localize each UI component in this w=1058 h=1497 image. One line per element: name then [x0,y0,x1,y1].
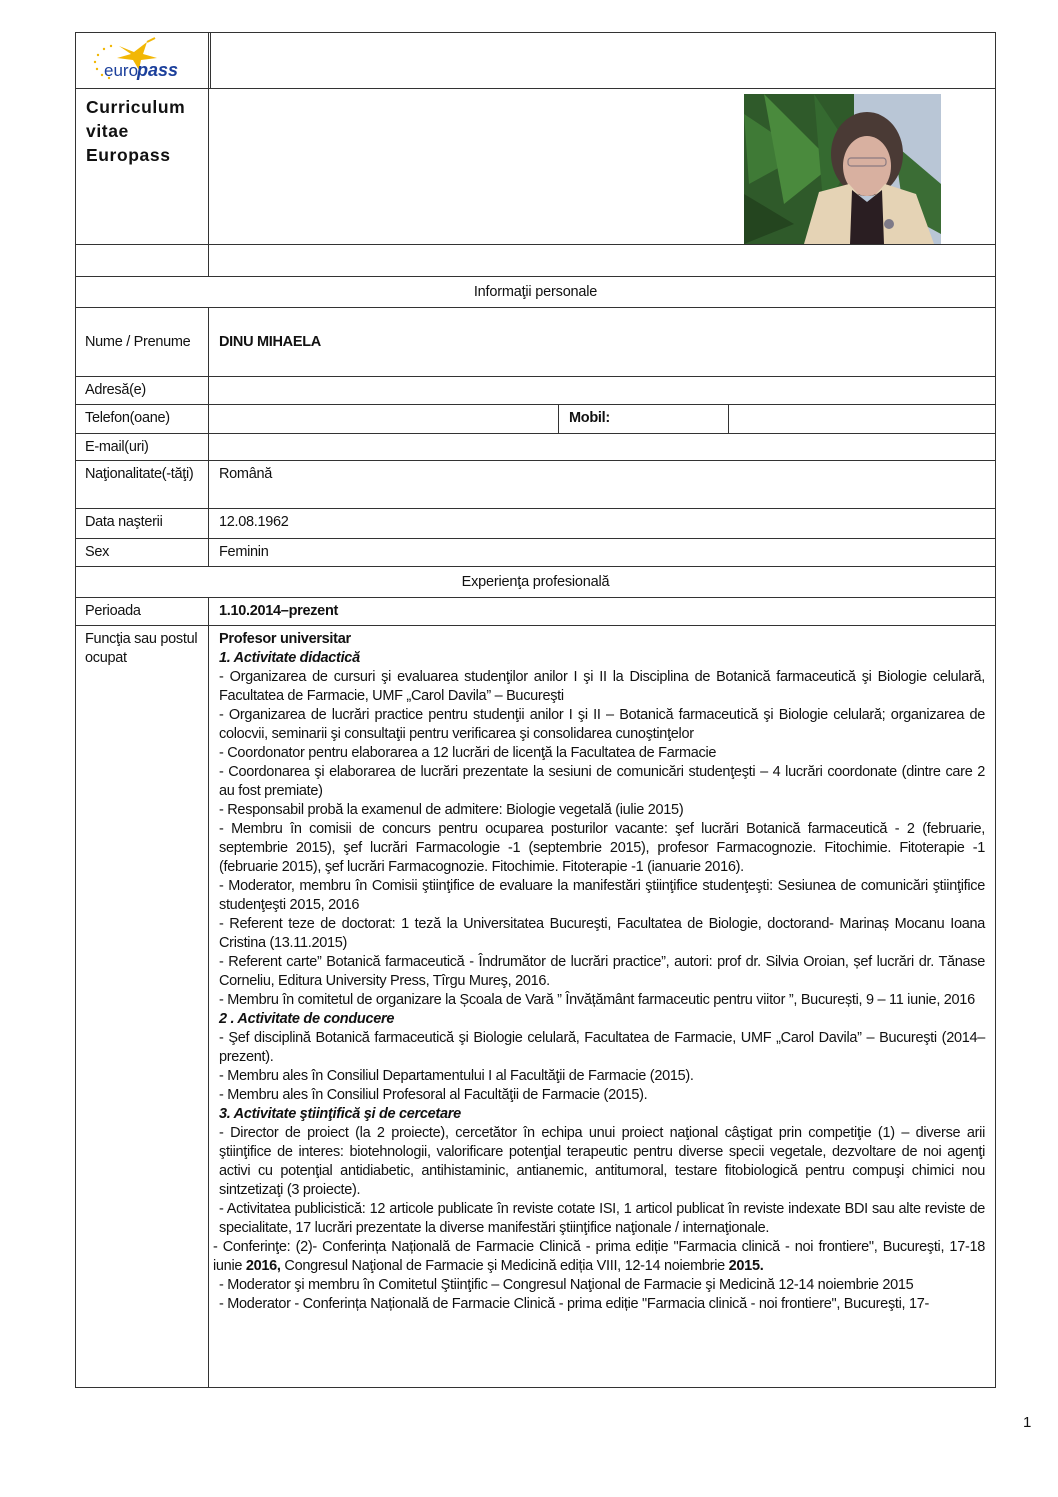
phone-value [209,405,559,434]
address-value [209,377,996,405]
birthdate-value: 12.08.1962 [209,509,996,539]
section-heading-text: Experienţa profesională [461,574,610,590]
activity-heading: 2 . Activitate de conducere [219,1011,395,1027]
activity-item: - Activitatea publicistică: 12 articole publicate în reviste cotate ISI, 1 articol publicat în reviste indexate BDI sau alte reviste de specialitate, 17 lucrări prezentate la diverse manifestări ştiinţifice naţionale / internaţionale. [219,1201,986,1236]
address-row [76,377,996,405]
personal-info-heading-row [76,277,996,308]
sex-row [76,539,996,567]
activity-item: - Responsabil probă la examenul de admitere: Biologie vegetală (iulie 2015) [219,802,684,818]
europass-logo [89,36,199,88]
sex-value: Feminin [209,539,996,567]
svg-text:pass: pass [137,60,179,80]
conferences-year: 2016, [245,1258,281,1274]
activity-item: - Membru ales în Consiliul Profesoral al Facultăţii de Farmacie (2015). [219,1087,648,1103]
title-row [76,89,996,245]
conferences-text: - Conferinţe: (2)- Conferința Națională de Farmacie Clinică - prima ediție "Farmacia clinică - noi frontiere", Bucureşti, 17-18 iunie [213,1239,986,1274]
position-row [76,626,996,1388]
page-number: 1 [1023,1414,1032,1431]
name-row [76,308,996,377]
spacer-row [76,245,996,277]
activity-item: - Organizarea de cursuri şi evaluarea studenţilor anilor I şi II la Disciplina de Botanică farmaceutică şi Biologie celulară, Facultatea de Farmacie, UMF „Carol Davila” – Bucureşti [219,669,986,704]
activity-item: - Referent carte” Botanică farmaceutică - Îndrumător de lucrări practice”, autori: prof dr. Silvia Oroian, șef lucrări dr. Tănase Corneliu, Editura University Press, Tîrgu Mureş, 2016. [219,954,986,989]
birthdate-row [76,509,996,539]
cv-table [75,32,996,1388]
position-details [209,626,996,1388]
activity-item: - Membru în comisii de concurs pentru ocuparea posturilor vacante: şef lucrări Botanică farmaceutică - 2 (februarie, septembrie 2015), şef lucrări Farmacologie -1 (septembrie 2015), profesor Farmacognozie. Fitochimie. Fitoterapie -1 (februarie 2015), şef lucrări Farmacognozie. Fitochimie. Fitoterapie -1 (ianuarie 2016). [219,821,986,875]
period-label: Perioada [76,598,209,626]
activity-item: - Coordonator pentru elaborarea a 12 lucrări de licenţă la Facultatea de Farmacie [219,745,717,761]
conferences-item [213,1238,985,1276]
activity-item: - Coordonarea şi elaborarea de lucrări prezentate la sesiuni de comunicări studenţeşti – 4 lucrări coordonate (dintre care 2 au fost premiate) [219,764,986,799]
mobile-label: Mobil: [559,405,729,434]
conferences-year: 2015. [728,1258,764,1274]
email-value [209,434,996,461]
address-label: Adresă(e) [76,377,209,405]
cv-title [76,89,208,167]
activity-item: - Moderator, membru în Comisii ştiinţifice de evaluare la manifestări ştiinţifice studenţeşti: Sesiunea de comunicări ştiinţifice studenţeşti 2015, 2016 [219,878,986,913]
cv-page [75,32,995,1388]
experience-heading-row [76,567,996,598]
profile-photo [744,94,941,244]
position-label: Funcţia sau postul ocupat [76,626,209,1388]
spacer-cell [76,245,209,277]
name-label: Nume / Prenume [76,308,209,377]
section-heading-experience [76,567,996,598]
spacer-cell [209,245,996,277]
nationality-row [76,461,996,509]
nationality-label: Naţionalitate(-tăţi) [76,461,209,509]
activity-item: - Membru ales în Consiliul Departamentului I al Facultăţii de Farmacie (2015). [219,1068,694,1084]
title-line: vitae [86,121,129,141]
logo-cell [76,33,209,89]
svg-text:euro: euro [104,61,139,80]
birthdate-label: Data naşterii [76,509,209,539]
phone-row [76,405,996,434]
logo-divider [210,33,213,88]
activity-item: - Director de proiect (la 2 proiecte), cercetător în echipa unui proiect naţional câştigat prin competiţie (1) – diverse arii ştiinţifice de interes: biotehnologii, valorificare potenţial terapeutic pentru diverse specii vegetale, dezvoltare de noi agenţi activi cu potenţial antidiabetic, antihistaminic, antianemic, antitumoral, testare fitobiologică pentru compuşi chimici nou sintzetizaţi (3 proiecte). [219,1125,986,1198]
title-line: Europass [86,145,171,165]
title-line: Curriculum [86,97,186,117]
position-title: Profesor universitar [219,631,351,647]
activity-item: - Şef disciplină Botanică farmaceutică şi Biologie celulară, Facultatea de Farmacie, UMF „Carol Davila” – Bucureşti (2014–prezent). [219,1030,986,1065]
activity-item: - Moderator - Conferința Națională de Farmacie Clinică - prima ediție "Farmacia clinică - noi frontiere", Bucureşti, 17- [219,1296,930,1312]
name-value: DINU MIHAELA [209,308,996,377]
title-cell [76,89,209,245]
activity-item: - Membru în comitetul de organizare la Școala de Vară ” Învățământ farmaceutic pentru viitor ”, București, 9 – 11 iunie, 2016 [219,992,975,1008]
section-heading-text: Informaţii personale [473,284,598,300]
conferences-text: Congresul Naţional de Farmacie şi Medicină ediția VIII, 12-14 noiembrie [280,1258,729,1274]
email-row [76,434,996,461]
email-label: E-mail(uri) [76,434,209,461]
period-row [76,598,996,626]
activity-item: - Organizarea de lucrări practice pentru studenţii anilor I şi II – Botanică farmaceutică şi Biologie celulară; organizarea de colocvii, seminarii şi consultaţii pentru verificarea şi consolidarea cunoştinţelor [219,707,986,742]
header-empty-cell [209,33,996,89]
mobile-value [729,405,996,434]
activity-item: - Moderator şi membru în Comitetul Ştiinţific – Congresul Naţional de Farmacie şi Medicină 12-14 noiembrie 2015 [219,1277,914,1293]
activity-item: - Referent teze de doctorat: 1 teză la Universitatea Bucureşti, Facultatea de Biologie, doctorand- Marinaș Mocanu Ioana Cristina (13.11.2015) [219,916,986,951]
section-heading-personal-info [76,277,996,308]
nationality-value: Română [209,461,996,509]
activity-heading: 3. Activitate ştiinţifică şi de cercetare [219,1106,461,1122]
photo-cell [209,89,996,245]
logo-row [76,33,996,89]
europass-star-icon [89,36,199,84]
activity-heading: 1. Activitate didactică [219,650,360,666]
phone-label: Telefon(oane) [76,405,209,434]
period-value: 1.10.2014–prezent [209,598,996,626]
sex-label: Sex [76,539,209,567]
